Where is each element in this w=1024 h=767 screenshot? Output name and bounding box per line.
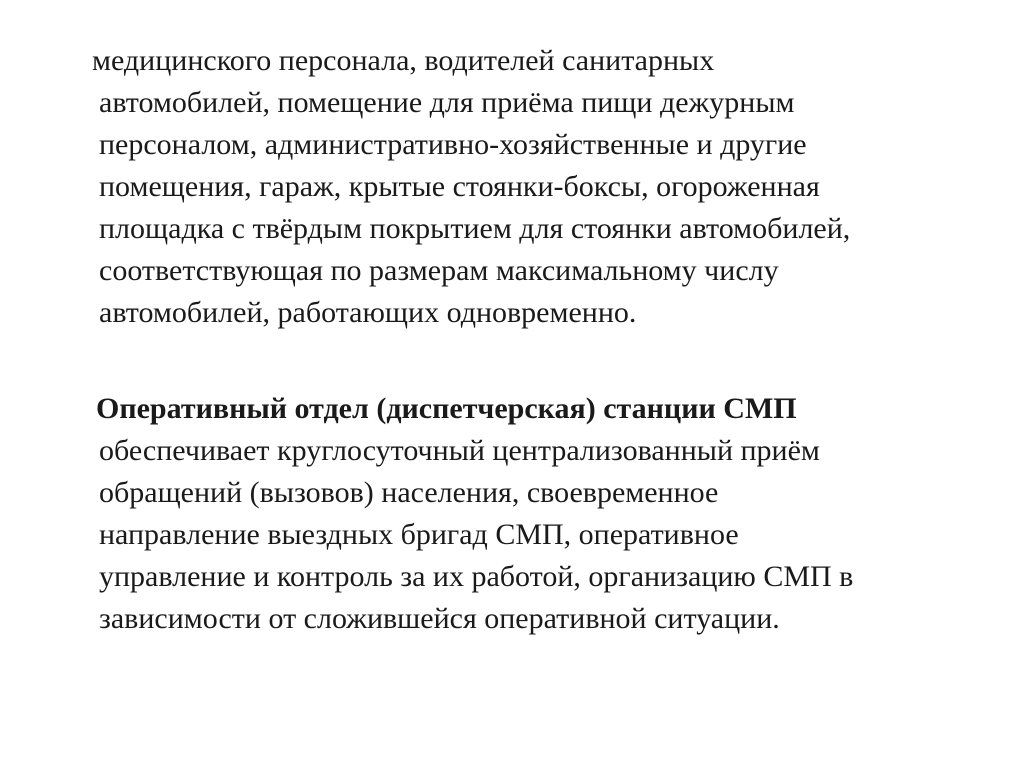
paragraph-2-line-1: обеспечивает круглосуточный централизованный приём: [99, 434, 820, 467]
paragraph-1-line-7: автомобилей, работающих одновременно.: [99, 296, 637, 329]
paragraph-1-line-4: помещения, гараж, крытые стоянки-боксы, огороженная: [99, 170, 820, 203]
paragraph-1-line-2: автомобилей, помещение для приёма пищи дежурным: [99, 86, 795, 119]
paragraph-1-line-3: персоналом, административно-хозяйственные и другие: [99, 128, 807, 161]
paragraph-2-line-5: зависимости от сложившейся оперативной ситуации.: [99, 602, 780, 635]
paragraph-1-line-5: площадка с твёрдым покрытием для стоянки автомобилей,: [99, 212, 851, 245]
paragraph-2-line-4: управление и контроль за их работой, организацию СМП в: [99, 560, 854, 593]
paragraph-2-line-2: обращений (вызовов) населения, своевременное: [99, 476, 719, 509]
paragraph-1-line-6: соответствующая по размерам максимальному числу: [99, 254, 779, 287]
paragraph-1-line-1: медицинского персонала, водителей санитарных: [92, 44, 715, 77]
paragraph-2-line-3: направление выездных бригад СМП, оперативное: [99, 518, 739, 551]
paragraph-2-heading: Оперативный отдел (диспетчерская) станции СМП: [96, 392, 797, 425]
